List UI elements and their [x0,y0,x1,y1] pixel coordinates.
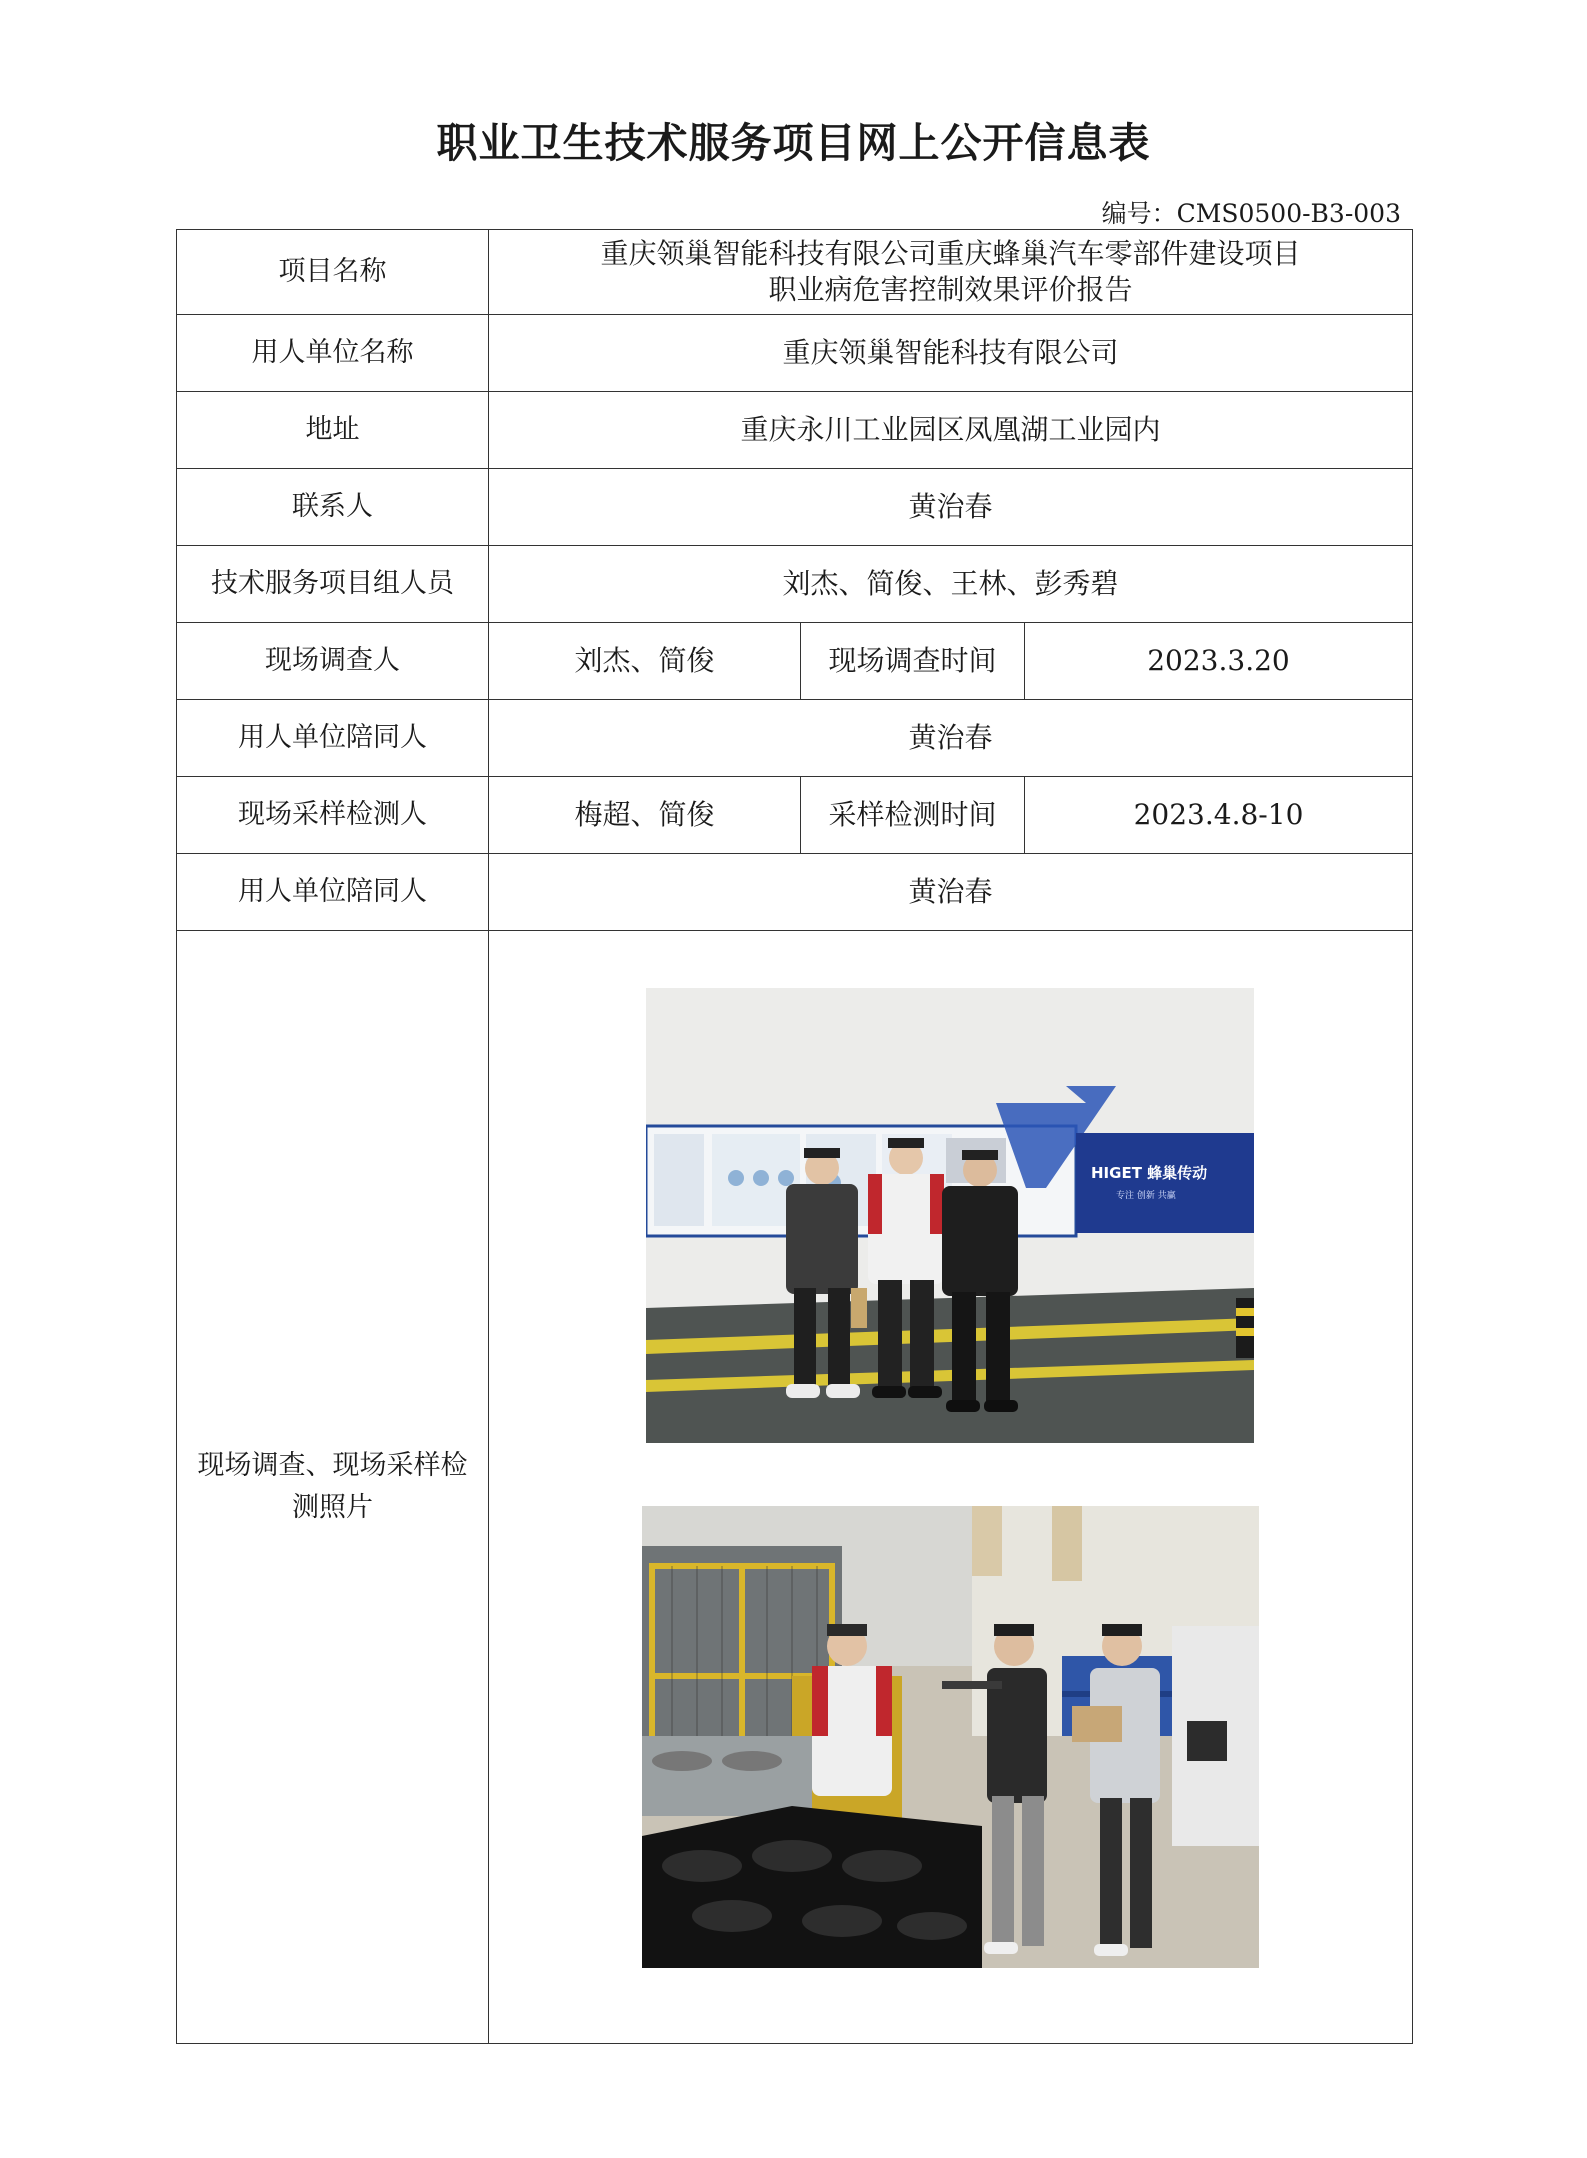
row-team [177,546,1413,623]
escort1-label: 用人单位陪同人 [177,700,489,777]
project-name-value [489,230,1413,315]
row-survey [177,623,1413,700]
photo1-sign-motto: 专注 创新 共赢 [1116,1191,1176,1201]
address-value: 重庆永川工业园区凤凰湖工业园内 [489,392,1413,469]
address-label: 地址 [177,392,489,469]
team-value: 刘杰、简俊、王林、彭秀碧 [489,546,1413,623]
escort2-value: 黄治春 [489,854,1413,931]
row-escort-2 [177,854,1413,931]
project-name-line1: 重庆领巢智能科技有限公司重庆蜂巢汽车零部件建设项目 [600,236,1301,270]
info-table [176,229,1413,2044]
survey-time-value: 2023.3.20 [1025,623,1413,700]
row-sampling [177,777,1413,854]
row-employer [177,315,1413,392]
survey-value: 刘杰、简俊 [489,623,801,700]
contact-value: 黄治春 [489,469,1413,546]
employer-label: 用人单位名称 [177,315,489,392]
photos-label-line2: 测照片 [292,1492,373,1523]
photos-label-line1: 现场调查、现场采样检 [197,1450,468,1482]
row-escort-1 [177,700,1413,777]
project-name-label: 项目名称 [177,230,489,315]
survey-label: 现场调查人 [177,623,489,700]
escort1-value: 黄治春 [489,700,1413,777]
row-address [177,392,1413,469]
document-serial-number: 编号：CMS0500-B3-003 [1101,199,1401,228]
row-project-name [177,230,1413,315]
team-label: 技术服务项目组人员 [177,546,489,623]
photo1-sign-text: HIGET 蜂巢传动 [1091,1164,1208,1182]
employer-value: 重庆领巢智能科技有限公司 [489,315,1413,392]
escort2-label: 用人单位陪同人 [177,854,489,931]
site-survey-photo [646,988,1254,1443]
sampling-value: 梅超、简俊 [489,777,801,854]
site-sampling-photo [642,1506,1259,1968]
survey-time-label: 现场调查时间 [801,623,1025,700]
sampling-time-value: 2023.4.8-10 [1025,777,1413,854]
row-contact [177,469,1413,546]
sampling-label: 现场采样检测人 [177,777,489,854]
row-photos [177,931,1413,2044]
page-title: 职业卫生技术服务项目网上公开信息表 [436,119,1151,167]
sampling-time-label: 采样检测时间 [801,777,1025,854]
project-name-line2: 职业病危害控制效果评价报告 [768,273,1133,306]
photos-cell [489,931,1413,2044]
contact-label: 联系人 [177,469,489,546]
photos-label [177,931,489,2044]
